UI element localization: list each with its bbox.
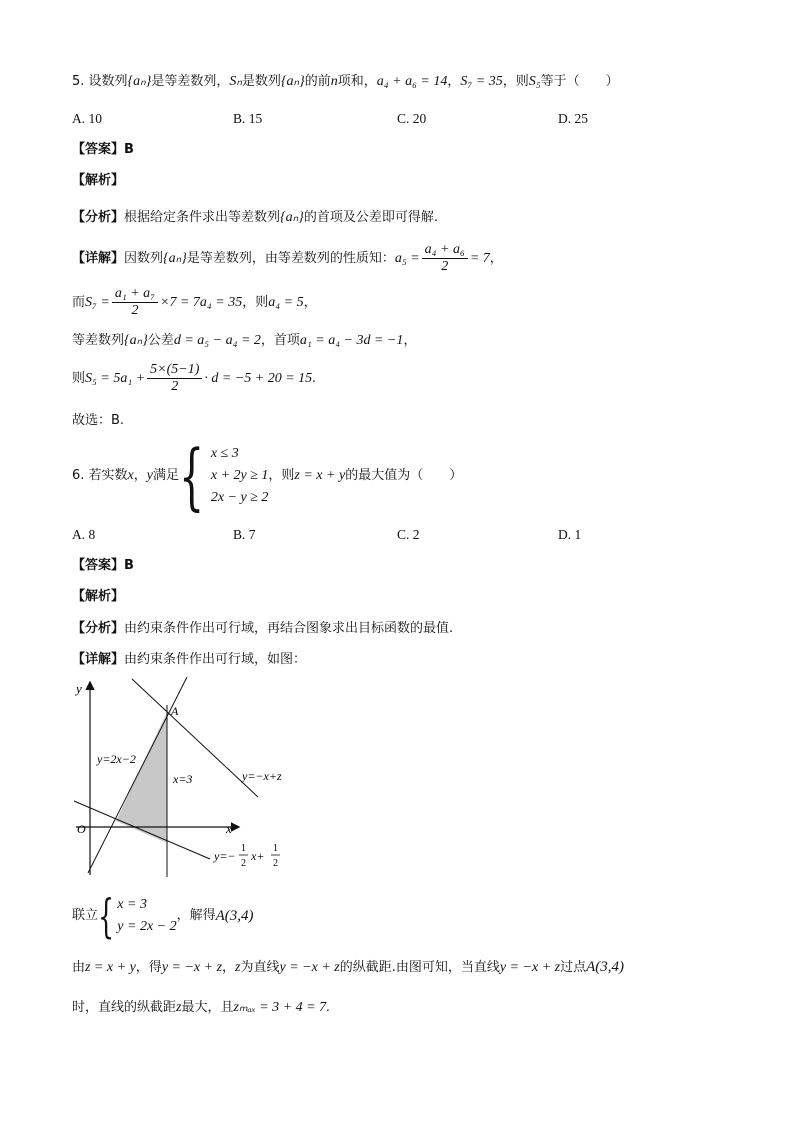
constraint-2: x + 2y ≥ 1 [210, 468, 269, 483]
line3-label: y=−x+z [242, 769, 282, 783]
condition-2: S₇ = 35 [460, 74, 503, 89]
q6-stem-text: ，则 [268, 468, 295, 483]
q6-last-2 [72, 998, 330, 1017]
x-axis-label: x [226, 821, 232, 836]
punct: ， [403, 333, 417, 348]
fraction-den: 2 [441, 259, 449, 274]
lianli-system [117, 894, 176, 938]
line4-frac1-den: 2 [241, 858, 246, 869]
objective: z = x + y [85, 960, 136, 975]
q6-stem-text: 6. 若实数 [72, 468, 128, 483]
xj-text: 因数列 [124, 251, 164, 266]
punct: ， [222, 960, 236, 975]
text: 由 [72, 960, 86, 975]
fraction-num: 5×(5−1) [147, 362, 202, 379]
punct: . [312, 371, 316, 386]
fenxi-text: 由约束条件作出可行域，再结合图象求出目标函数的最值. [124, 621, 454, 636]
line-eq: y = −x + z [279, 960, 340, 975]
xj-text: ，首项 [260, 333, 300, 348]
q6-lianli [72, 889, 254, 943]
text: 为直线 [240, 960, 280, 975]
condition-1: a₄ + a₆ = 14 [376, 74, 448, 89]
q5-guxuan: 故选：B. [72, 413, 125, 428]
option-b: B. 15 [233, 111, 263, 126]
line-eq: y = −x + z [499, 960, 561, 975]
option-a: A. 8 [72, 527, 96, 542]
a5-lhs: a₅ = [394, 251, 420, 266]
constraint-3: 2x − y ≥ 2 [210, 490, 269, 505]
x-symbol: x [127, 468, 134, 483]
punct: ， [303, 295, 317, 310]
option-d: D. 1 [558, 527, 582, 542]
line1-label: y=2x−2 [97, 752, 136, 766]
line4-label [213, 843, 280, 869]
line-eq: y = −x + z [161, 960, 223, 975]
q6-stem-text: 满足 [153, 468, 180, 483]
y-symbol: y [146, 468, 153, 483]
y-axis-label: y [76, 681, 82, 696]
q5-xiangjie-4 [72, 360, 316, 397]
q6-xiangjie [72, 650, 306, 669]
fraction-den: 2 [131, 303, 139, 318]
q6-fenxi [72, 619, 453, 638]
fenxi-tag: 【分析】 [72, 621, 125, 636]
s7-rhs: ×7 = 7a₄ = 35 [160, 295, 243, 310]
seq-an: {aₙ} [280, 74, 305, 89]
point-a: A(3,4) [586, 959, 625, 975]
lianli-eq-1: x = 3 [117, 897, 147, 912]
fenxi-text: 的首项及公差即可得解. [303, 210, 438, 225]
text: 的纵截距.由图可知，当直线 [339, 960, 500, 975]
fraction [112, 286, 158, 319]
q5-jiexi: 【解析】 [72, 173, 125, 188]
xj-text: 则 [72, 371, 86, 386]
fraction [147, 362, 202, 395]
s7-lhs: S₇ = [85, 295, 110, 310]
line4-label-part: x+ [251, 849, 265, 863]
z-symbol: z [235, 960, 241, 975]
s5-lhs: S₅ = 5a₁ + [85, 371, 146, 386]
q5-xiangjie-2 [72, 284, 317, 321]
origin-label: O [77, 822, 86, 836]
xj-text: 公差 [147, 333, 174, 348]
line2-label: x=3 [173, 772, 193, 786]
z-max: zₘₐₓ = 3 + 4 = 7 [233, 1000, 327, 1015]
seq-an: {aₙ} [163, 251, 187, 266]
punct: ， [489, 251, 503, 266]
fraction-num: a₁ + a₇ [112, 286, 158, 303]
lianli-text: ，解得 [176, 908, 216, 923]
xiangjie-tag: 【详解】 [72, 251, 125, 266]
q5-stem-text: 等于（ ） [540, 74, 619, 89]
fraction [422, 242, 468, 275]
q5-xiangjie-3 [72, 331, 416, 350]
q5-stem-text: 是等差数列， [151, 74, 230, 89]
text: 时，直线的纵截距 [72, 1000, 177, 1015]
seq-an: {aₙ} [127, 74, 152, 89]
q5-fenxi [72, 208, 438, 227]
q5-stem-text: 的前 [304, 74, 331, 89]
feasible-region-graph [70, 675, 300, 880]
z-symbol: z [176, 1000, 182, 1015]
option-c: C. 20 [397, 111, 427, 126]
fraction-den: 2 [171, 379, 179, 394]
q5-stem-text: 项和， [337, 74, 377, 89]
q5-answer: 【答案】B [72, 142, 134, 157]
xj-text: ，则 [242, 295, 269, 310]
fenxi-text: 根据给定条件求出等差数列 [124, 210, 281, 225]
q5-xiangjie-1 [72, 240, 503, 277]
fraction-num: a₄ + a₆ [422, 242, 468, 259]
q6-stem-text: 的最大值为（ ） [345, 468, 463, 483]
a4-value: a₄ = 5 [268, 295, 304, 310]
brace: { [179, 434, 205, 518]
lianli-text: 联立 [72, 908, 99, 923]
constraint-1: x ≤ 3 [210, 446, 239, 461]
q5-stem-text: ，则 [502, 74, 529, 89]
punct: ， [133, 468, 147, 483]
objective: z = x + y [294, 468, 346, 483]
line4-frac1-num: 1 [241, 843, 246, 854]
point-a-result: A(3,4) [215, 908, 254, 924]
xj-text: 是等差数列，由等差数列的性质知： [186, 251, 395, 266]
q5-stem-text: 是数列 [241, 74, 281, 89]
q6-answer: 【答案】B [72, 558, 134, 573]
s5-symbol: S₅ [528, 74, 541, 89]
seq-an: {aₙ} [280, 210, 304, 225]
xiangjie-text: 由约束条件作出可行域，如图： [124, 652, 307, 667]
line4-frac2-num: 1 [273, 843, 278, 854]
n-symbol: n [330, 74, 338, 89]
line4-label-part: y=− [214, 849, 236, 863]
first-term: a₁ = a₄ − 3d = −1 [299, 333, 404, 348]
sn-symbol: Sₙ [229, 74, 242, 89]
a5-rhs: = 7 [469, 251, 490, 266]
xiangjie-tag: 【详解】 [72, 652, 125, 667]
q5-stem-text: 5. 设数列 [72, 74, 128, 89]
q6-jiexi: 【解析】 [72, 589, 125, 604]
xj-text: 等差数列 [72, 333, 125, 348]
text: 过点 [560, 960, 587, 975]
constraint-system [211, 443, 269, 509]
q6-last-1 [72, 958, 624, 977]
point-a-label: A [171, 704, 179, 718]
seq-an: {aₙ} [124, 333, 148, 348]
option-b: B. 7 [233, 527, 256, 542]
option-a: A. 10 [72, 111, 102, 126]
brace: { [98, 889, 115, 943]
line4-frac2-den: 2 [273, 858, 278, 869]
option-c: C. 2 [397, 527, 420, 542]
text: 最大，且 [181, 1000, 234, 1015]
punct: ， [447, 74, 461, 89]
text: ，得 [135, 960, 162, 975]
s5-rhs: · d = −5 + 20 = 15 [204, 371, 313, 386]
xj-text: 而 [72, 295, 86, 310]
q6-stem [72, 434, 463, 518]
punct: . [326, 1000, 330, 1015]
q5-stem [72, 72, 619, 91]
fenxi-tag: 【分析】 [72, 210, 125, 225]
common-difference: d = a₅ − a₄ = 2 [173, 333, 261, 348]
lianli-eq-2: y = 2x − 2 [117, 919, 177, 934]
option-d: D. 25 [558, 111, 588, 126]
